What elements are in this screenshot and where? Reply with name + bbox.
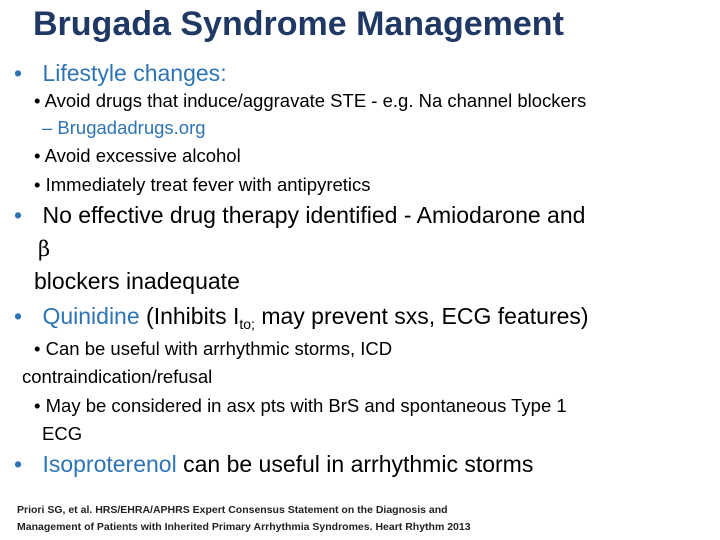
quinidine-item-continuation: ECG [42, 423, 83, 444]
bullet-marker: • [14, 60, 23, 86]
lifestyle-bullet [14, 60, 227, 87]
reference-line2: Management of Patients with Inherited Primary Arrhythmia Syndromes. Heart Rhythm 2013 [17, 521, 471, 533]
lifestyle-heading: Lifestyle changes [42, 60, 221, 86]
quinidine-bullet [14, 303, 589, 332]
lifestyle-item-text: Immediately treat fever with antipyretics [45, 174, 371, 195]
lifestyle-item-text: Avoid drugs that induce/aggravate STE - e.g. Na channel blockers [44, 90, 587, 111]
bullet-marker: • [14, 451, 23, 477]
lifestyle-item [34, 90, 586, 112]
quinidine-paren: (Inhibits I [139, 303, 240, 329]
quinidine-name: Quinidine [42, 303, 140, 329]
lifestyle-colon: : [220, 60, 227, 86]
bullet-marker: • [14, 303, 23, 329]
reference-line1: Priori SG, et al. HRS/EHRA/APHRS Expert Consensus Statement on the Diagnosis and [17, 504, 448, 516]
lifestyle-item [34, 145, 241, 167]
quinidine-item-text: Can be useful with arrhythmic storms, ICD [45, 338, 393, 359]
bullet-marker: • [34, 145, 41, 166]
quinidine-rest: may prevent sxs, ECG features) [254, 303, 589, 329]
bullet-marker: • [34, 174, 41, 195]
bullet-marker: • [14, 202, 23, 228]
drug-therapy-bullet [14, 202, 585, 229]
slide-title: Brugada Syndrome Management [33, 5, 564, 43]
drug-therapy-line2: blockers inadequate [34, 268, 240, 294]
quinidine-item-text: May be considered in asx pts with BrS and spontaneous Type 1 [45, 395, 567, 416]
lifestyle-item [34, 174, 371, 196]
quinidine-item [34, 395, 567, 417]
brugadadrugs-link: – Brugadadrugs.org [42, 117, 206, 138]
isoproterenol-name: Isoproterenol [42, 451, 177, 477]
bullet-marker: • [34, 90, 41, 111]
beta-symbol: β [38, 237, 51, 261]
drug-therapy-line1: No effective drug therapy identified - Amiodarone and [42, 202, 586, 228]
isoproterenol-bullet [14, 451, 533, 478]
quinidine-item [34, 338, 392, 360]
isoproterenol-rest: can be useful in arrhythmic storms [176, 451, 534, 477]
bullet-marker: • [34, 395, 41, 416]
quinidine-subscript: to; [239, 316, 255, 332]
lifestyle-item-text: Avoid excessive alcohol [44, 145, 241, 166]
bullet-marker: • [34, 338, 41, 359]
quinidine-item-continuation: contraindication/refusal [22, 366, 213, 387]
